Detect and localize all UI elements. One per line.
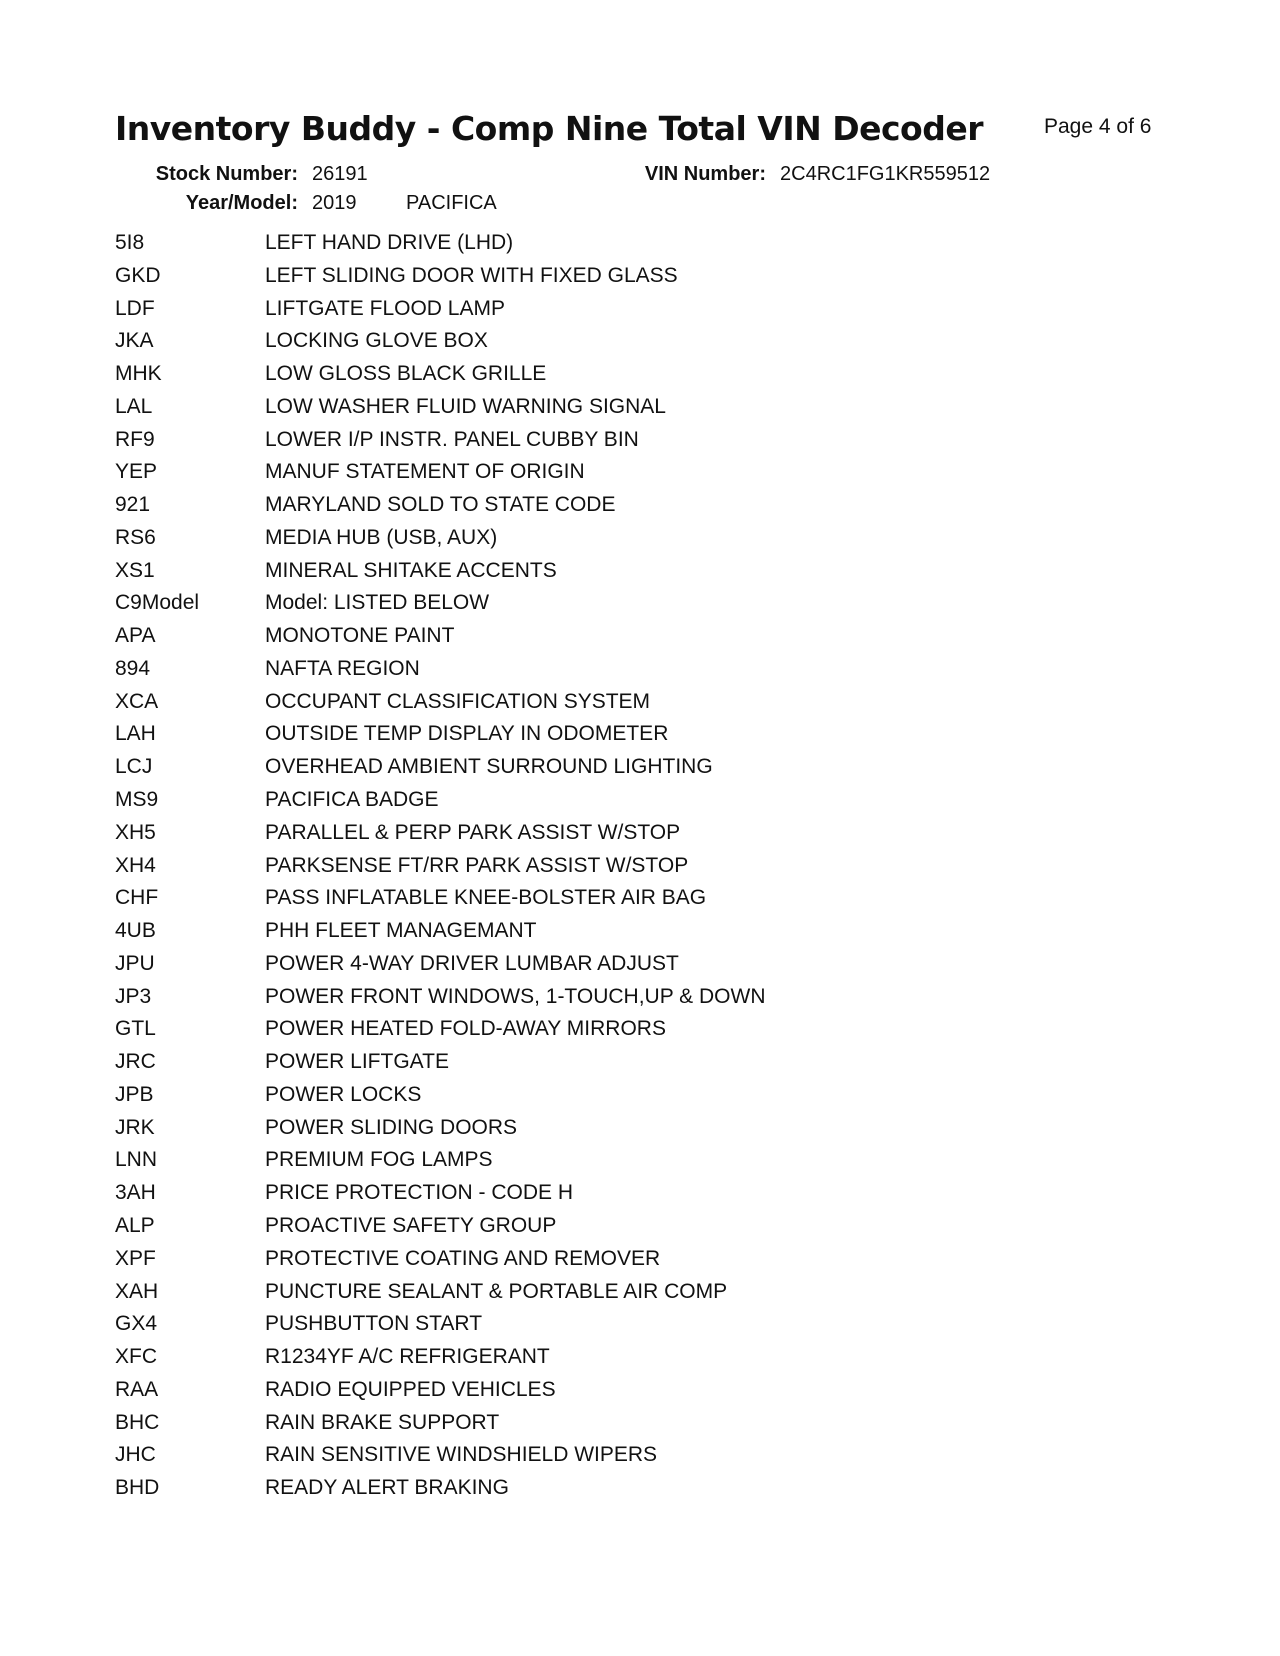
option-code: RF9 (115, 427, 155, 451)
option-code: XPF (115, 1246, 156, 1270)
option-code: BHC (115, 1410, 160, 1434)
option-description: MONOTONE PAINT (265, 624, 455, 648)
option-description: POWER 4-WAY DRIVER LUMBAR ADJUST (265, 951, 679, 975)
option-description: MEDIA HUB (USB, AUX) (265, 525, 498, 549)
option-description: READY ALERT BRAKING (265, 1476, 509, 1500)
stock-number-value: 26191 (312, 163, 368, 185)
option-code: YEP (115, 460, 158, 484)
option-description: PARALLEL & PERP PARK ASSIST W/STOP (265, 820, 681, 844)
year-model-label: Year/Model: (185, 192, 298, 214)
option-description: PRICE PROTECTION - CODE H (265, 1181, 574, 1205)
option-description: POWER LOCKS (265, 1082, 422, 1106)
option-description: RADIO EQUIPPED VEHICLES (265, 1377, 556, 1401)
option-code: JKA (115, 329, 154, 353)
option-code: BHD (115, 1476, 160, 1500)
option-code: LCJ (115, 755, 153, 779)
option-description: PROTECTIVE COATING AND REMOVER (265, 1246, 661, 1270)
option-code: 921 (115, 493, 151, 517)
option-code: XS1 (115, 558, 155, 582)
option-code: RAA (115, 1377, 159, 1401)
option-code: GKD (115, 263, 161, 287)
option-code: 3AH (115, 1181, 156, 1205)
option-code: JP3 (115, 984, 152, 1008)
option-code: RS6 (115, 525, 156, 549)
option-code: ALP (115, 1213, 155, 1237)
option-code: JPU (115, 951, 155, 975)
option-description: POWER SLIDING DOORS (265, 1115, 518, 1139)
document-title: Inventory Buddy - Comp Nine Total VIN Decoder (115, 109, 983, 148)
vin-number-label: VIN Number: (644, 163, 766, 185)
option-description: OVERHEAD AMBIENT SURROUND LIGHTING (265, 755, 713, 779)
option-code: GX4 (115, 1312, 158, 1336)
option-code: MS9 (115, 788, 159, 812)
option-code: 5I8 (115, 231, 145, 254)
option-code: JPB (115, 1082, 154, 1106)
option-description: PACIFICA BADGE (265, 788, 439, 812)
option-code: XAH (115, 1279, 159, 1303)
option-code: LNN (115, 1148, 158, 1172)
option-code: MHK (115, 362, 162, 386)
option-description: MARYLAND SOLD TO STATE CODE (265, 493, 616, 517)
option-description: PREMIUM FOG LAMPS (265, 1148, 493, 1172)
option-description: POWER LIFTGATE (265, 1050, 449, 1074)
option-code: XH4 (115, 853, 156, 877)
option-code: JRC (115, 1050, 156, 1074)
option-description: LOCKING GLOVE BOX (265, 329, 488, 353)
option-description: OCCUPANT CLASSIFICATION SYSTEM (265, 689, 651, 713)
option-description: RAIN BRAKE SUPPORT (265, 1410, 500, 1434)
option-description: PUNCTURE SEALANT & PORTABLE AIR COMP (265, 1279, 728, 1303)
option-description: LEFT SLIDING DOOR WITH FIXED GLASS (265, 263, 678, 287)
option-code: JRK (115, 1115, 155, 1139)
option-code: XCA (115, 689, 159, 713)
option-description: LOWER I/P INSTR. PANEL CUBBY BIN (265, 427, 639, 451)
option-description: PUSHBUTTON START (265, 1312, 483, 1336)
option-description: PASS INFLATABLE KNEE-BOLSTER AIR BAG (265, 886, 707, 910)
year-value: 2019 (312, 192, 357, 214)
option-description: NAFTA REGION (265, 656, 420, 680)
stock-number-label: Stock Number: (155, 163, 298, 185)
option-description: Model: LISTED BELOW (265, 591, 490, 615)
option-description: POWER HEATED FOLD-AWAY MIRRORS (265, 1017, 666, 1041)
option-code: 4UB (115, 919, 156, 943)
option-description: PARKSENSE FT/RR PARK ASSIST W/STOP (265, 853, 689, 877)
option-description: LEFT HAND DRIVE (LHD) (265, 231, 514, 254)
option-code: C9Model (115, 591, 200, 615)
option-code: GTL (115, 1017, 156, 1041)
option-description: R1234YF A/C REFRIGERANT (265, 1345, 550, 1369)
option-description: LOW GLOSS BLACK GRILLE (265, 362, 547, 386)
option-code: 894 (115, 656, 151, 680)
option-code: LDF (115, 296, 155, 320)
option-code: XH5 (115, 820, 156, 844)
option-description: LIFTGATE FLOOD LAMP (265, 296, 505, 320)
option-description: MINERAL SHITAKE ACCENTS (265, 558, 557, 582)
option-description: PHH FLEET MANAGEMANT (265, 919, 537, 943)
option-description: POWER FRONT WINDOWS, 1-TOUCH,UP & DOWN (265, 984, 766, 1008)
option-code: JHC (115, 1443, 156, 1467)
option-code: LAH (115, 722, 156, 746)
model-value: PACIFICA (406, 192, 497, 214)
option-description: RAIN SENSITIVE WINDSHIELD WIPERS (265, 1443, 658, 1467)
option-code: APA (115, 624, 156, 648)
option-code: XFC (115, 1345, 157, 1369)
option-description: MANUF STATEMENT OF ORIGIN (265, 460, 585, 484)
page-indicator: Page 4 of 6 (1044, 115, 1152, 138)
option-description: PROACTIVE SAFETY GROUP (265, 1213, 557, 1237)
vin-number-value: 2C4RC1FG1KR559512 (780, 163, 991, 185)
option-code: LAL (115, 394, 153, 418)
option-code: CHF (115, 886, 159, 910)
option-description: LOW WASHER FLUID WARNING SIGNAL (265, 394, 666, 418)
option-description: OUTSIDE TEMP DISPLAY IN ODOMETER (265, 722, 669, 746)
